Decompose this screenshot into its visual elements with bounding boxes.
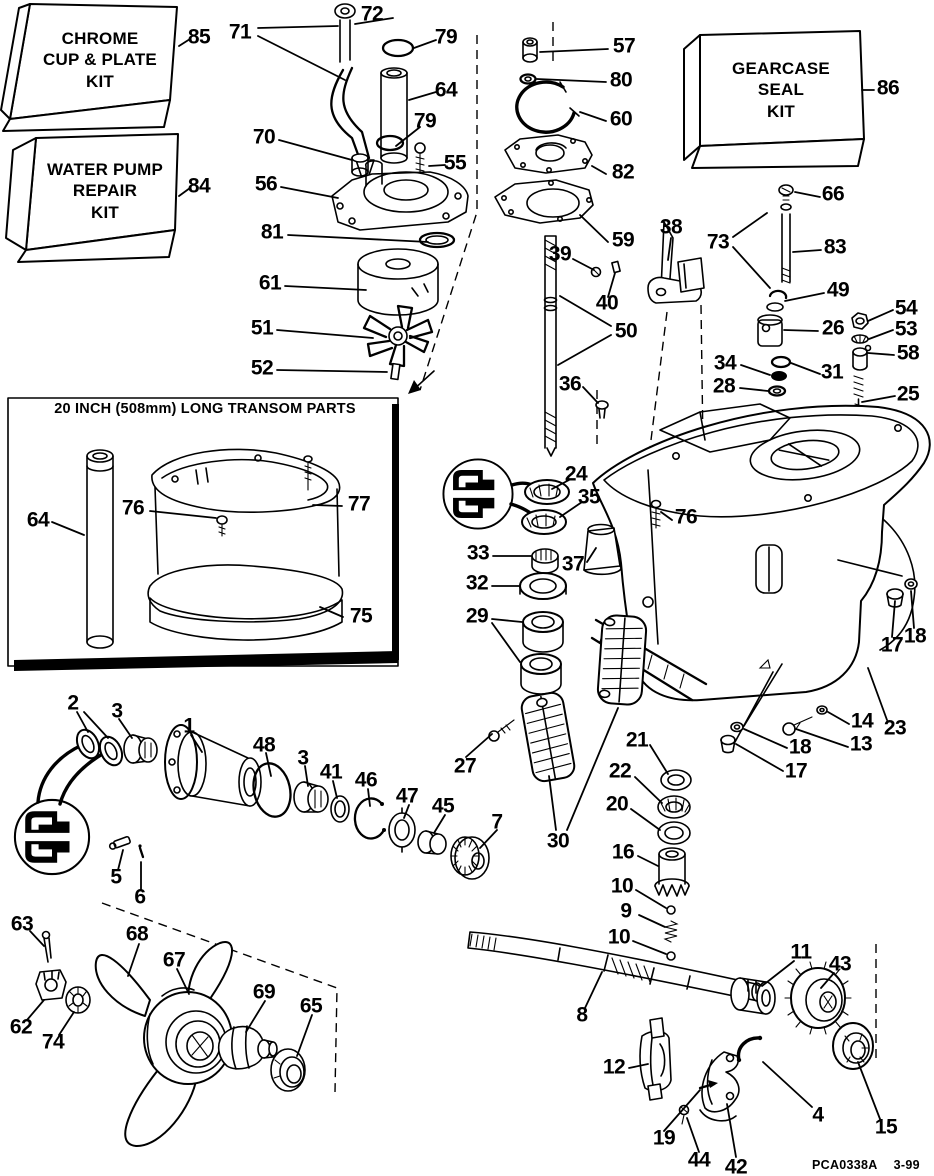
callout-48-67: 48 bbox=[252, 733, 276, 757]
callout-63-76: 63 bbox=[10, 912, 34, 936]
callout-79-2: 79 bbox=[434, 25, 458, 49]
callout-80-15: 80 bbox=[609, 68, 633, 92]
callout-3-65: 3 bbox=[111, 699, 123, 723]
callout-25-32: 25 bbox=[896, 382, 920, 406]
shift-cradle-12 bbox=[640, 1018, 671, 1100]
pin-6 bbox=[140, 848, 143, 857]
seal-34 bbox=[771, 371, 787, 381]
callout-44-88: 44 bbox=[687, 1148, 711, 1172]
star-washer-74 bbox=[66, 987, 90, 1013]
driveshaft-50 bbox=[545, 236, 557, 456]
callout-64-4: 64 bbox=[434, 78, 458, 102]
callout-76-39: 76 bbox=[674, 505, 698, 529]
bushing-58 bbox=[853, 346, 871, 371]
callout-73-22: 73 bbox=[706, 230, 730, 254]
bearing-32 bbox=[520, 573, 566, 599]
oring-31 bbox=[772, 357, 790, 367]
callout-7-73: 7 bbox=[491, 810, 503, 834]
kit-label-line: SEAL bbox=[757, 80, 805, 100]
impeller-key-52 bbox=[391, 364, 400, 380]
callout-3-68: 3 bbox=[297, 746, 309, 770]
callout-19-87: 19 bbox=[652, 1126, 676, 1150]
detent-ball-10b bbox=[667, 952, 675, 960]
kit-label-line: KIT bbox=[86, 71, 114, 91]
screw-27 bbox=[489, 720, 514, 741]
kit-label-line: WATER PUMP bbox=[47, 160, 163, 180]
callout-86-18: 86 bbox=[876, 76, 900, 100]
callout-47-71: 47 bbox=[395, 784, 419, 808]
callout-81-10: 81 bbox=[260, 220, 284, 244]
lower-gear-train bbox=[468, 932, 873, 1127]
washer-41 bbox=[331, 796, 349, 822]
prop-nut-62 bbox=[36, 970, 66, 1000]
callout-31-34: 31 bbox=[820, 360, 844, 384]
callout-23-61: 23 bbox=[883, 716, 907, 740]
callout-18-58: 18 bbox=[903, 624, 927, 648]
washer-18-right bbox=[905, 579, 917, 589]
callout-72-0: 72 bbox=[360, 2, 384, 26]
callout-10-56: 10 bbox=[607, 925, 631, 949]
brand-logo-2 bbox=[15, 800, 89, 874]
callout-68-77: 68 bbox=[125, 922, 149, 946]
callout-5-74: 5 bbox=[110, 865, 122, 889]
callout-9-55: 9 bbox=[620, 899, 632, 923]
callout-27-48: 27 bbox=[453, 754, 477, 778]
callout-26-28: 26 bbox=[821, 316, 845, 340]
callout-2-64: 2 bbox=[67, 691, 79, 715]
callout-85-3: 85 bbox=[187, 25, 211, 49]
callout-74-82: 74 bbox=[41, 1030, 65, 1054]
kit-label-line: REPAIR bbox=[72, 181, 138, 201]
callout-84-8: 84 bbox=[187, 174, 211, 198]
callout-35-38: 35 bbox=[577, 485, 601, 509]
kit-box-gearcase-seal bbox=[702, 42, 860, 138]
callout-70-6: 70 bbox=[252, 125, 276, 149]
callout-53-30: 53 bbox=[894, 317, 918, 341]
washer-47 bbox=[389, 808, 415, 852]
nut-33 bbox=[532, 549, 558, 573]
bearing-3b bbox=[294, 782, 328, 812]
callout-36-36: 36 bbox=[558, 372, 582, 396]
washer-28 bbox=[769, 387, 785, 396]
callout-71-1: 71 bbox=[228, 20, 252, 44]
thrust-washer-21 bbox=[661, 770, 691, 790]
shift-rod-83 bbox=[782, 214, 790, 282]
callout-51-12: 51 bbox=[250, 316, 274, 340]
kit-box-water-pump-repair bbox=[36, 146, 174, 236]
callout-30-49: 30 bbox=[546, 829, 570, 853]
doc-code: PCA0338A bbox=[812, 1158, 878, 1172]
pin-40 bbox=[612, 261, 620, 272]
callout-55-7: 55 bbox=[443, 151, 467, 175]
detent-ball-10a bbox=[667, 906, 675, 914]
callout-20-52: 20 bbox=[605, 792, 629, 816]
callout-77-46: 77 bbox=[347, 492, 371, 516]
callout-16-53: 16 bbox=[611, 840, 635, 864]
callout-22-51: 22 bbox=[608, 759, 632, 783]
callout-11-84: 11 bbox=[790, 940, 812, 964]
kit-box-chrome-cup-plate bbox=[30, 14, 170, 106]
water-pump-stack bbox=[331, 4, 468, 379]
callout-83-24: 83 bbox=[823, 235, 847, 259]
callout-34-33: 34 bbox=[713, 351, 737, 375]
callout-17-63: 17 bbox=[784, 759, 808, 783]
kit-label-line: CHROME bbox=[61, 29, 139, 49]
callout-33-40: 33 bbox=[466, 541, 490, 565]
bushing-57 bbox=[523, 38, 537, 62]
callout-62-81: 62 bbox=[9, 1015, 33, 1039]
spacer-cone-69 bbox=[219, 1026, 277, 1069]
bearing-3a bbox=[124, 735, 157, 763]
nut-54 bbox=[852, 313, 868, 329]
callout-46-70: 46 bbox=[354, 768, 378, 792]
callout-1-66: 1 bbox=[183, 714, 195, 738]
callout-52-13: 52 bbox=[250, 356, 274, 380]
callout-37-41: 37 bbox=[561, 552, 585, 576]
callout-13-60: 13 bbox=[849, 732, 873, 756]
callout-42-89: 42 bbox=[724, 1155, 748, 1176]
clip-4 bbox=[739, 1038, 760, 1060]
washer-80 bbox=[521, 75, 536, 84]
callout-14-59: 14 bbox=[850, 709, 874, 733]
water-screen-upper bbox=[597, 615, 647, 706]
callout-59-19: 59 bbox=[611, 228, 635, 252]
callout-6-75: 6 bbox=[134, 885, 146, 909]
callout-65-80: 65 bbox=[299, 994, 323, 1018]
callout-76-45: 76 bbox=[121, 496, 145, 520]
callout-32-42: 32 bbox=[465, 571, 489, 595]
kit-label-line: GEARCASE bbox=[732, 59, 830, 79]
bearing-15 bbox=[833, 1023, 873, 1069]
plug-17-left bbox=[721, 736, 735, 753]
roller-bearing-29b bbox=[521, 654, 561, 694]
callout-38-21: 38 bbox=[659, 215, 683, 239]
callout-10-54: 10 bbox=[610, 874, 634, 898]
callout-24-37: 24 bbox=[564, 462, 588, 486]
seal-2b bbox=[96, 733, 127, 769]
callout-17-57: 17 bbox=[880, 633, 904, 657]
callout-45-72: 45 bbox=[431, 794, 455, 818]
callout-67-78: 67 bbox=[162, 948, 186, 972]
callout-79-5: 79 bbox=[413, 109, 437, 133]
callout-49-25: 49 bbox=[826, 278, 850, 302]
connector-26 bbox=[758, 315, 782, 346]
callout-66-23: 66 bbox=[821, 182, 845, 206]
callout-12-86: 12 bbox=[602, 1055, 626, 1079]
water-screen-lower bbox=[520, 691, 576, 783]
gasket-59 bbox=[495, 180, 593, 223]
brand-logo bbox=[443, 459, 512, 528]
callout-43-85: 43 bbox=[828, 952, 852, 976]
roller-bearing-29a bbox=[523, 612, 563, 652]
propeller-67-68 bbox=[96, 942, 232, 1146]
callout-18-62: 18 bbox=[788, 735, 812, 759]
plate-82 bbox=[505, 135, 592, 173]
callout-58-31: 58 bbox=[896, 341, 920, 365]
forward-gear-stack bbox=[655, 770, 691, 960]
cone-37 bbox=[584, 525, 621, 575]
thrust-bearing-22 bbox=[658, 796, 690, 818]
callout-41-69: 41 bbox=[319, 760, 343, 784]
callout-69-79: 69 bbox=[252, 980, 276, 1004]
pin-5 bbox=[109, 836, 131, 850]
callout-57-14: 57 bbox=[612, 34, 636, 58]
callout-82-17: 82 bbox=[611, 160, 635, 184]
thrust-washer-20 bbox=[658, 822, 690, 844]
pinion-gear-16 bbox=[655, 848, 689, 896]
footer-document-code bbox=[812, 1158, 920, 1172]
callout-56-9: 56 bbox=[254, 172, 278, 196]
callout-4-90: 4 bbox=[812, 1103, 824, 1127]
callout-29-43: 29 bbox=[465, 604, 489, 628]
bearing-35 bbox=[522, 510, 566, 534]
callout-39-20: 39 bbox=[548, 242, 572, 266]
gasket-stack bbox=[495, 38, 593, 223]
bearing-housing-1 bbox=[165, 725, 261, 806]
callout-40-26: 40 bbox=[595, 291, 619, 315]
revision-date: 3-99 bbox=[893, 1158, 920, 1172]
washer-18-left bbox=[731, 723, 743, 732]
callout-54-29: 54 bbox=[894, 296, 918, 320]
callout-21-50: 21 bbox=[625, 728, 649, 752]
callout-64-44: 64 bbox=[26, 508, 50, 532]
kit-label-line: KIT bbox=[91, 202, 119, 222]
bushing-45 bbox=[418, 831, 446, 854]
kit-label-line: CUP & PLATE bbox=[43, 50, 157, 70]
washer-14 bbox=[817, 706, 827, 714]
callout-50-27: 50 bbox=[614, 319, 638, 343]
clip-49 bbox=[770, 291, 786, 298]
kit-label-line: KIT bbox=[767, 101, 795, 121]
callout-28-35: 28 bbox=[712, 374, 736, 398]
callout-15-91: 15 bbox=[874, 1115, 898, 1139]
callout-75-47: 75 bbox=[349, 604, 373, 628]
callout-60-16: 60 bbox=[609, 107, 633, 131]
detent-spring-9 bbox=[665, 921, 677, 942]
callout-8-83: 8 bbox=[576, 1003, 588, 1027]
thrust-bushing-65 bbox=[271, 1049, 305, 1091]
callout-61-11: 61 bbox=[258, 271, 282, 295]
inset-title: 20 INCH (508mm) LONG TRANSOM PARTS bbox=[54, 401, 356, 417]
